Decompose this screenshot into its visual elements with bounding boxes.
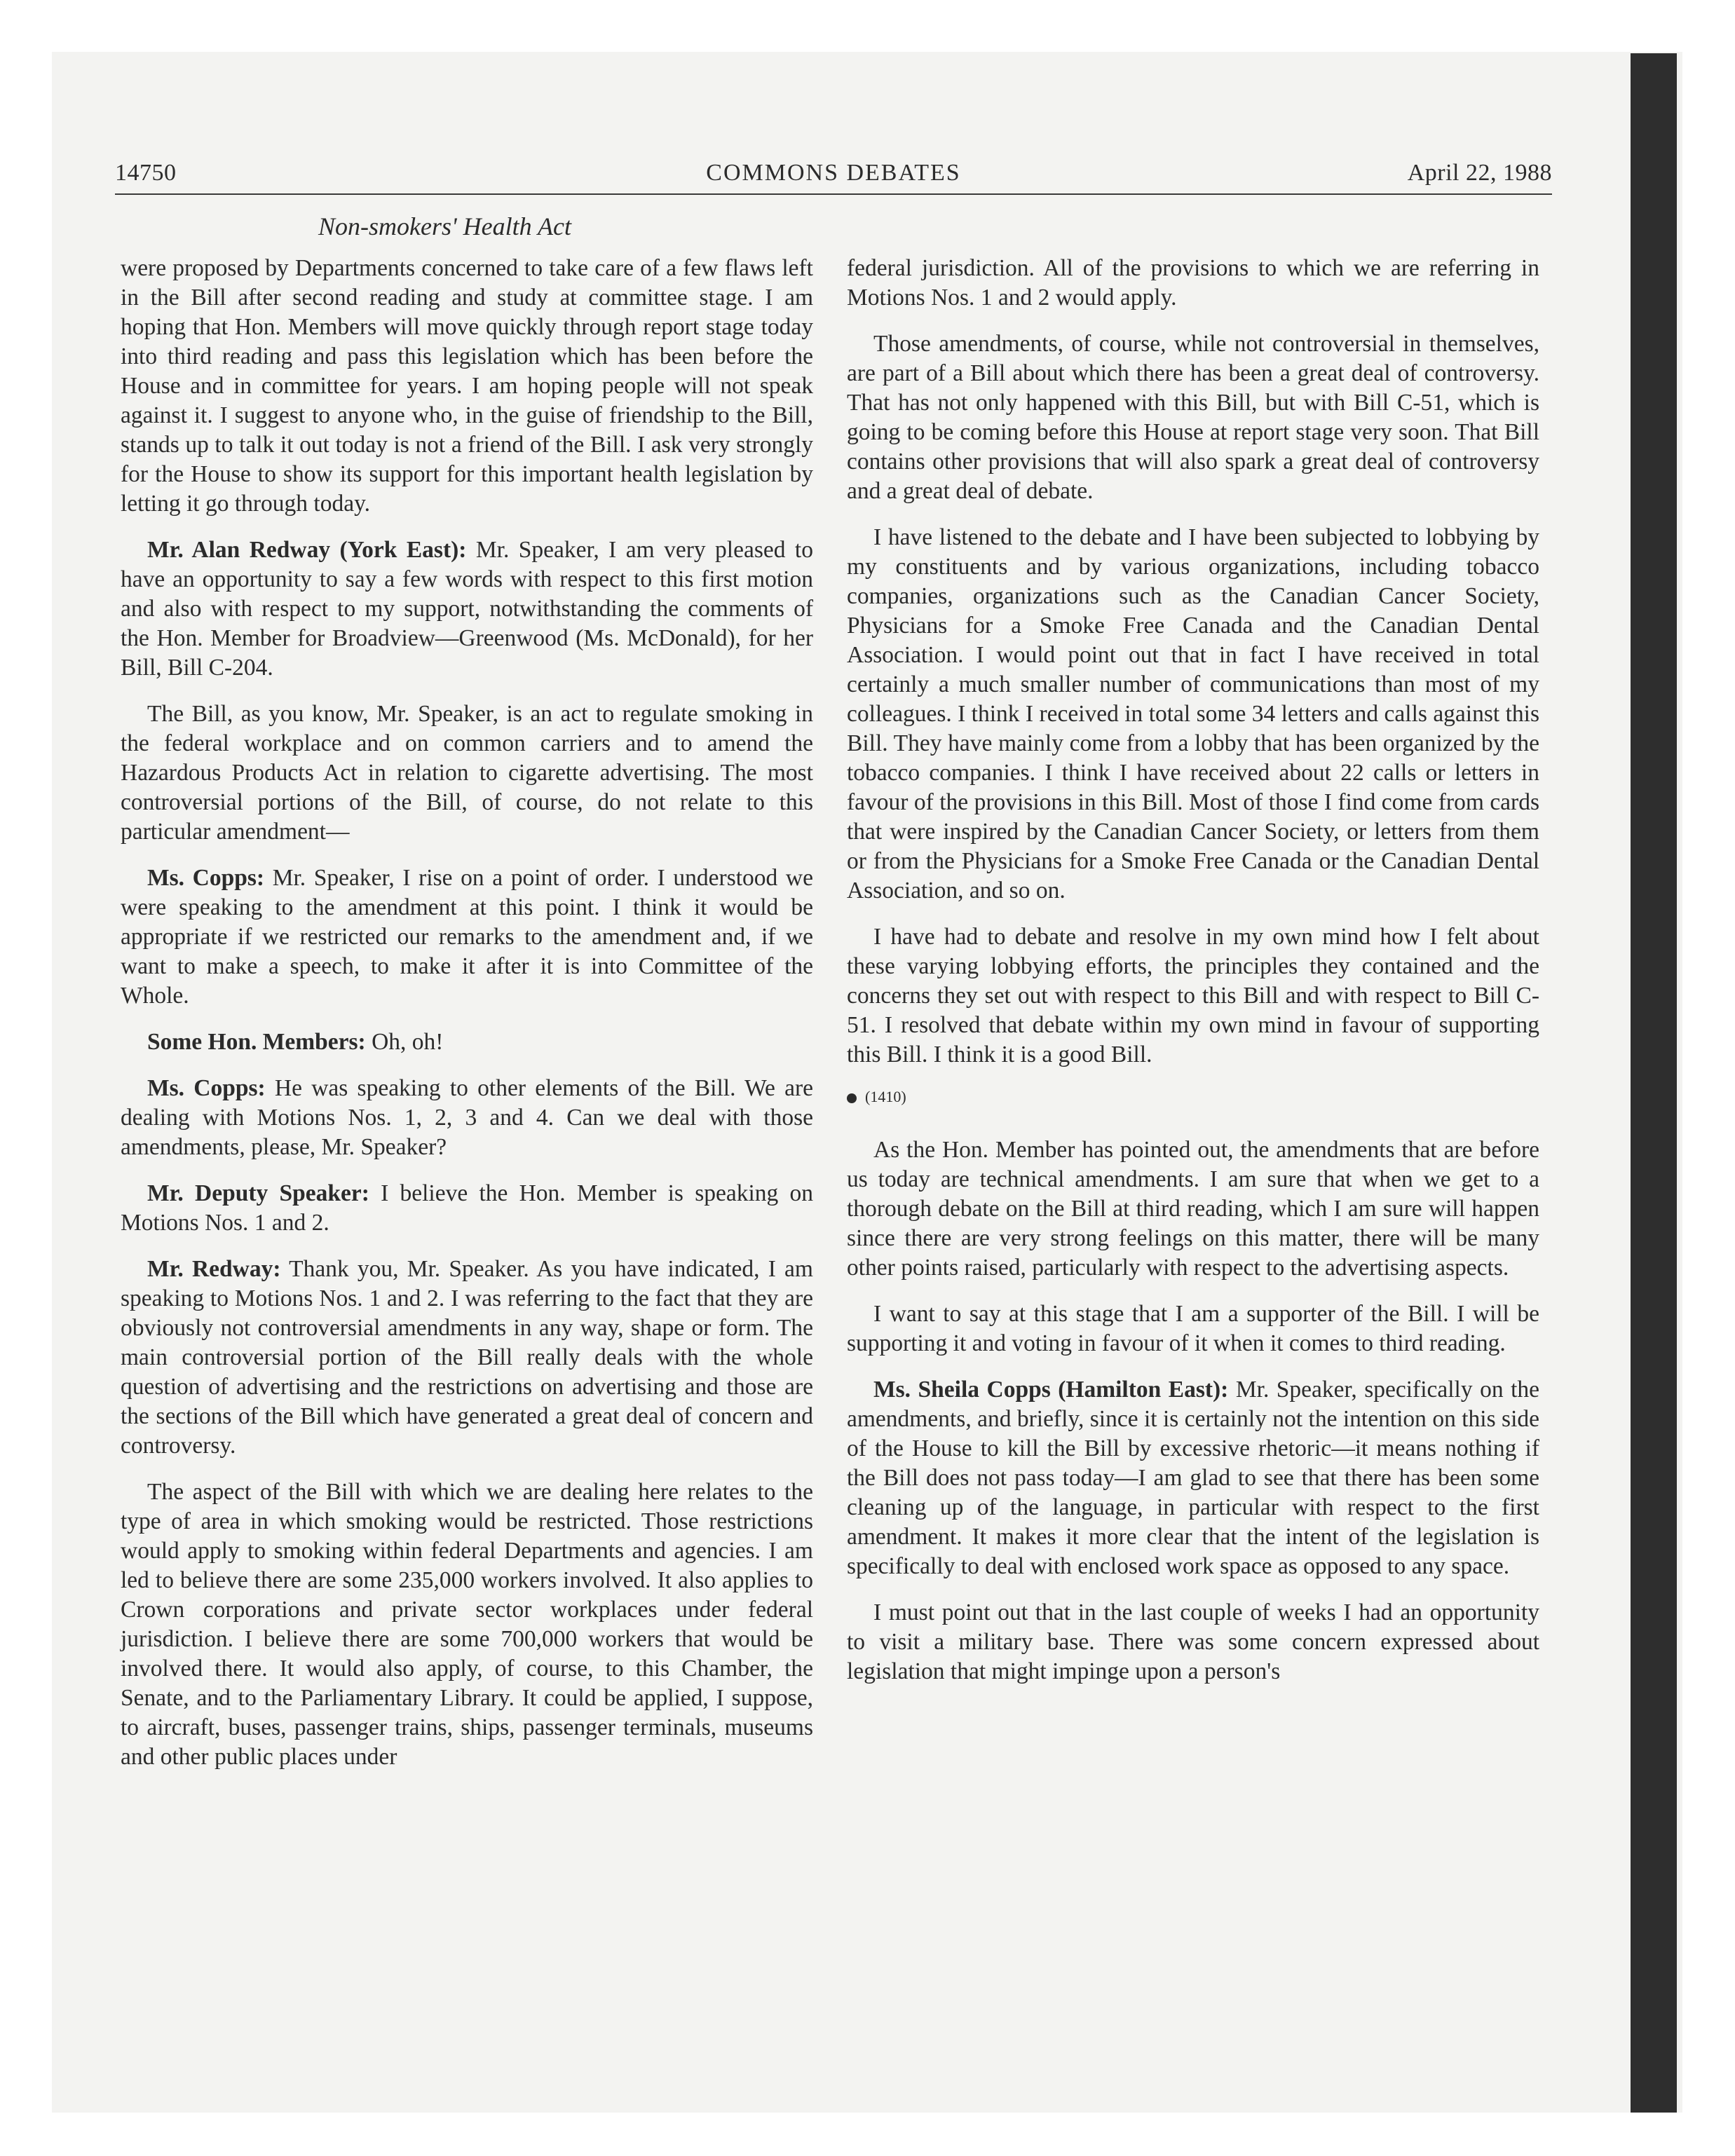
speaker-name: Some Hon. Members: xyxy=(147,1029,366,1055)
paragraph-text: He was speaking to other elements of the Bill. We are dealing with Motions Nos. 1, 2, 3 and 4. Can we deal with those amendments, please, Mr. Speaker? xyxy=(121,1075,814,1160)
speaker-name: Mr. Redway: xyxy=(147,1256,281,1282)
speaker-name: Ms. Sheila Copps (Hamilton East): xyxy=(873,1377,1229,1403)
paragraph-text: I believe the Hon. Member is speaking on Motions Nos. 1 and 2. xyxy=(121,1180,813,1236)
paragraph-text: federal jurisdiction. All of the provisions to which we are referring in Motions Nos. 1 and 2 would apply. xyxy=(847,255,1539,311)
page-number: 14750 xyxy=(115,160,177,186)
paragraph-text: Oh, oh! xyxy=(372,1029,444,1055)
paragraph xyxy=(121,1179,813,1238)
paragraph-text: I have had to debate and resolve in my own mind how I felt about these varying lobbying efforts, the principles they contained and the concerns they set out with respect to this Bill and with respect to Bill C-51. I resolved that debate within my own mind in favour of supporting this Bill. I think it is a good Bill. xyxy=(847,924,1539,1067)
time-stamp xyxy=(847,1086,1539,1107)
paragraph xyxy=(847,922,1539,1070)
paragraph-text: Mr. Speaker, specifically on the amendments, and briefly, since it is certainly not the intention on this side of the House to kill the Bill by excessive rhetoric—it means nothing if the Bill does not pass today—I am glad to see that there has been some cleaning up of the language, in particular with respect to the first amendment. It makes it more clear that the intent of the legislation is specifically to deal with enclosed work space as opposed to any space. xyxy=(847,1377,1540,1579)
paragraph xyxy=(847,1135,1539,1283)
paragraph-text: I must point out that in the last couple of weeks I had an opportunity to visit a military base. There was some concern expressed about legislation that might impinge upon a person's xyxy=(847,1599,1539,1684)
paragraph xyxy=(847,1598,1539,1686)
paragraph xyxy=(121,1255,813,1461)
publication-title: COMMONS DEBATES xyxy=(706,160,961,186)
paragraph xyxy=(847,1375,1539,1581)
paragraph xyxy=(121,254,813,519)
paragraph-text: The aspect of the Bill with which we are dealing here relates to the type of area in which smoking would be restricted. Those restrictions would apply to smoking within federal Departments and agencies. I am led to believe there are some 235,000 workers involved. It also applies to Crown corporations and private sector workplaces under federal jurisdiction. I believe there are some 700,000 workers that would be involved there. It would also apply, of course, to this Chamber, the Senate, and to the Parliamentary Library. It could be applied, I suppose, to aircraft, buses, passenger trains, ships, passenger terminals, museums and other public places under xyxy=(121,1479,813,1770)
paragraph-text: Mr. Speaker, I am very pleased to have an opportunity to say a few words with respect to this first motion and also with respect to my support, notwithstanding the comments of the Hon. Member for Broadview—Greenwood (Ms. McDonald), for her Bill, Bill C-204. xyxy=(121,537,813,681)
paragraph-text: Thank you, Mr. Speaker. As you have indicated, I am speaking to Motions Nos. 1 and 2. I was referring to the fact that they are obviously not controversial amendments in any way, shape or form. The main controversial portion of the Bill really deals with the whole question of advertising and the restrictions on advertising and those are the sections of the Bill which have generated a great deal of concern and controversy. xyxy=(121,1256,813,1459)
paragraph-text: I have listened to the debate and I have been subjected to lobbying by my constituents and by various organizations, including tobacco companies, organizations such as the Canadian Cancer Society, Physicians for a Smoke Free Canada and the Canadian Dental Association. I would point out that in fact I have received in total certainly a much smaller number of communications than most of my colleagues. I think I received in total some 34 letters and calls against this Bill. They have mainly come from a lobby that has been organized by the tobacco companies. I think I have received about 22 calls or letters in favour of the provisions in this Bill. Most of those I find come from cards that were inspired by the Canadian Cancer Society, or letters from them or from the Physicians for a Smoke Free Canada or the Canadian Dental Association, and so on. xyxy=(847,524,1539,903)
paragraph xyxy=(847,1299,1539,1358)
paragraph-text: were proposed by Departments concerned to take care of a few flaws left in the Bill after second reading and study at committee stage. I am hoping that Hon. Members will move quickly through report stage today into third reading and pass this legislation which has been before the House and in committee for years. I am hoping people will not speak against it. I suggest to anyone who, in the guise of friendship to the Bill, stands up to talk it out today is not a friend of the Bill. I ask very strongly for the House to show its support for this important health legislation by letting it go through today. xyxy=(121,255,813,517)
paragraph xyxy=(847,329,1539,506)
paragraph xyxy=(121,1478,813,1772)
paragraph xyxy=(121,1028,813,1057)
paragraph-text: Those amendments, of course, while not controversial in themselves, are part of a Bill about which there has been a great deal of controversy. That has not only happened with this Bill, but with Bill C-51, which is going to be coming before this House at report stage very soon. That Bill contains other provisions that will also spark a great deal of controversy and a great deal of debate. xyxy=(847,331,1539,504)
paragraph xyxy=(121,535,813,683)
running-head xyxy=(115,160,1552,193)
scan-edge-shadow xyxy=(1631,53,1677,2113)
paragraph xyxy=(847,254,1539,313)
speaker-name: Ms. Copps: xyxy=(147,865,265,891)
time-stamp-text: (1410) xyxy=(865,1088,906,1105)
paragraph xyxy=(121,1074,813,1162)
paragraph xyxy=(847,523,1539,906)
section-title: Non-smokers' Health Act xyxy=(318,212,571,240)
paragraph-text: The Bill, as you know, Mr. Speaker, is an act to regulate smoking in the federal workplace and on common carriers and to amend the Hazardous Products Act in relation to cigarette advertising. The most controversial portions of the Bill, of course, do not relate to this particular amendment— xyxy=(121,701,813,845)
paragraph-text: As the Hon. Member has pointed out, the amendments that are before us today are technical amendments. I am sure that when we get to a thorough debate on the Bill at third reading, which I am sure will happen since there are very strong feelings on this matter, there will be many other points raised, particularly with respect to the advertising aspects. xyxy=(847,1137,1539,1281)
right-column xyxy=(847,254,1539,1703)
left-column xyxy=(121,254,813,1789)
issue-date: April 22, 1988 xyxy=(1407,160,1552,186)
paragraph xyxy=(121,864,813,1011)
bullet-icon xyxy=(847,1093,857,1103)
paragraph-text: I want to say at this stage that I am a supporter of the Bill. I will be supporting it and voting in favour of it when it comes to third reading. xyxy=(847,1301,1539,1356)
speaker-name: Mr. Deputy Speaker: xyxy=(147,1180,369,1206)
speaker-name: Mr. Alan Redway (York East): xyxy=(147,537,467,563)
speaker-name: Ms. Copps: xyxy=(147,1075,266,1101)
paragraph-text: Mr. Speaker, I rise on a point of order. I understood we were speaking to the amendment at this point. I think it would be appropriate if we restricted our remarks to the amendment and, if we want to make a speech, to make it after it is into Committee of the Whole. xyxy=(121,865,813,1009)
header-rule xyxy=(115,193,1552,195)
paragraph xyxy=(121,700,813,847)
